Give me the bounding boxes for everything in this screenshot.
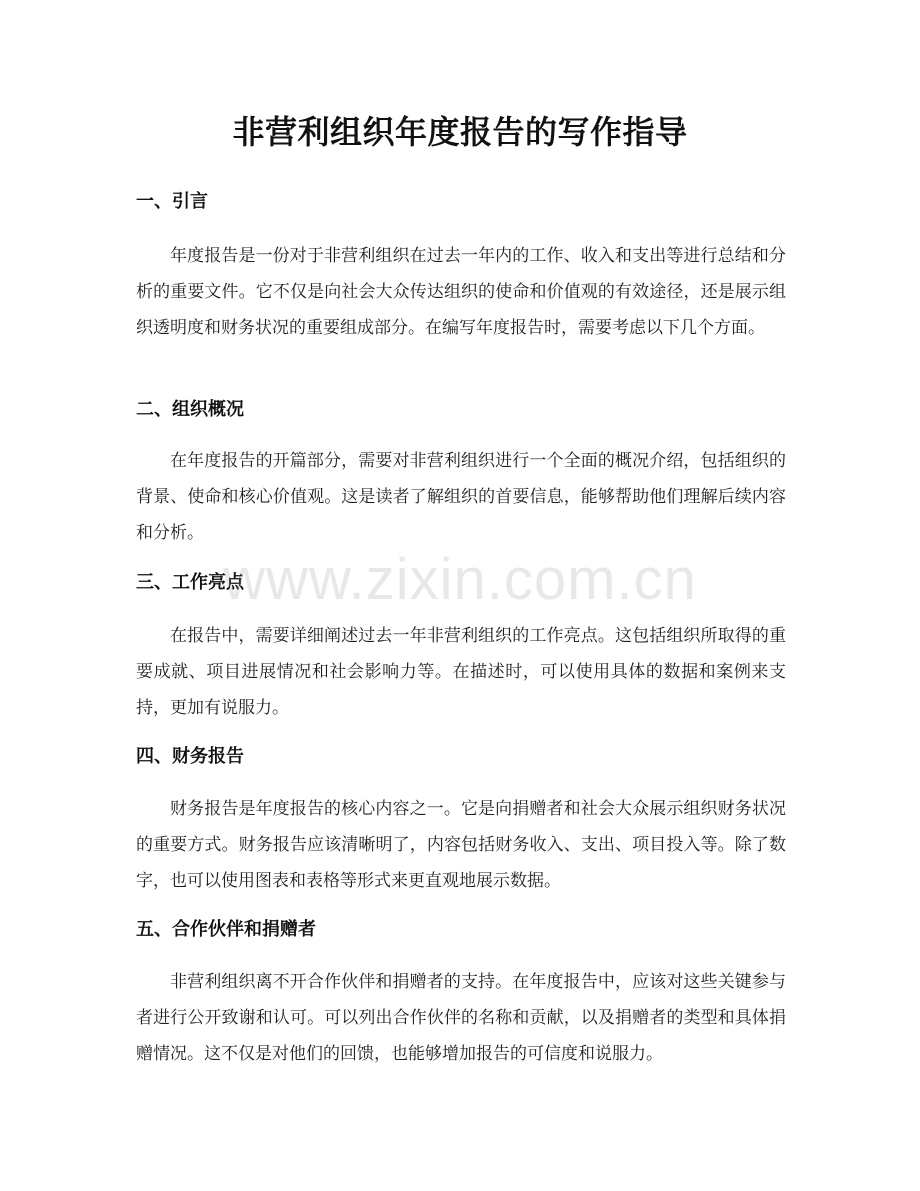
section-heading-financial-report: 四、财务报告 — [136, 746, 244, 767]
section-body-partners-donors: 非营利组织离不开合作伙伴和捐赠者的支持。在年度报告中，应该对这些关键参与者进行公开致谢和认可。可以列出合作伙伴的名称和贡献，以及捐赠者的类型和具体捐赠情况。这不仅是对他们的回馈，也能够增加报告的可信度和说服力。 — [136, 972, 786, 1064]
section-heading-introduction: 一、引言 — [136, 191, 208, 212]
section-body-introduction: 年度报告是一份对于非营利组织在过去一年内的工作、收入和支出等进行总结和分析的重要文件。它不仅是向社会大众传达组织的使命和价值观的有效途径，还是展示组织透明度和财务状况的重要组成部分。在编写年度报告时，需要考虑以下几个方面。 — [136, 246, 786, 338]
section-body-overview: 在年度报告的开篇部分，需要对非营利组织进行一个全面的概况介绍，包括组织的背景、使命和核心价值观。这是读者了解组织的首要信息，能够帮助他们理解后续内容和分析。 — [136, 451, 786, 543]
section-body-financial-report: 财务报告是年度报告的核心内容之一。它是向捐赠者和社会大众展示组织财务状况的重要方式。财务报告应该清晰明了，内容包括财务收入、支出、项目投入等。除了数字，也可以使用图表和表格等形式来更直观地展示数据。 — [136, 799, 786, 891]
section-heading-overview: 二、组织概况 — [136, 399, 244, 420]
section-heading-partners-donors: 五、合作伙伴和捐赠者 — [136, 919, 316, 940]
watermark-text: www.zixin.com.cn — [223, 547, 697, 612]
section-body-highlights: 在报告中，需要详细阐述过去一年非营利组织的工作亮点。这包括组织所取得的重要成就、项目进展情况和社会影响力等。在描述时，可以使用具体的数据和案例来支持，更加有说服力。 — [136, 626, 786, 718]
section-heading-highlights: 三、工作亮点 — [136, 572, 244, 593]
document-title: 非营利组织年度报告的写作指导 — [232, 113, 688, 151]
